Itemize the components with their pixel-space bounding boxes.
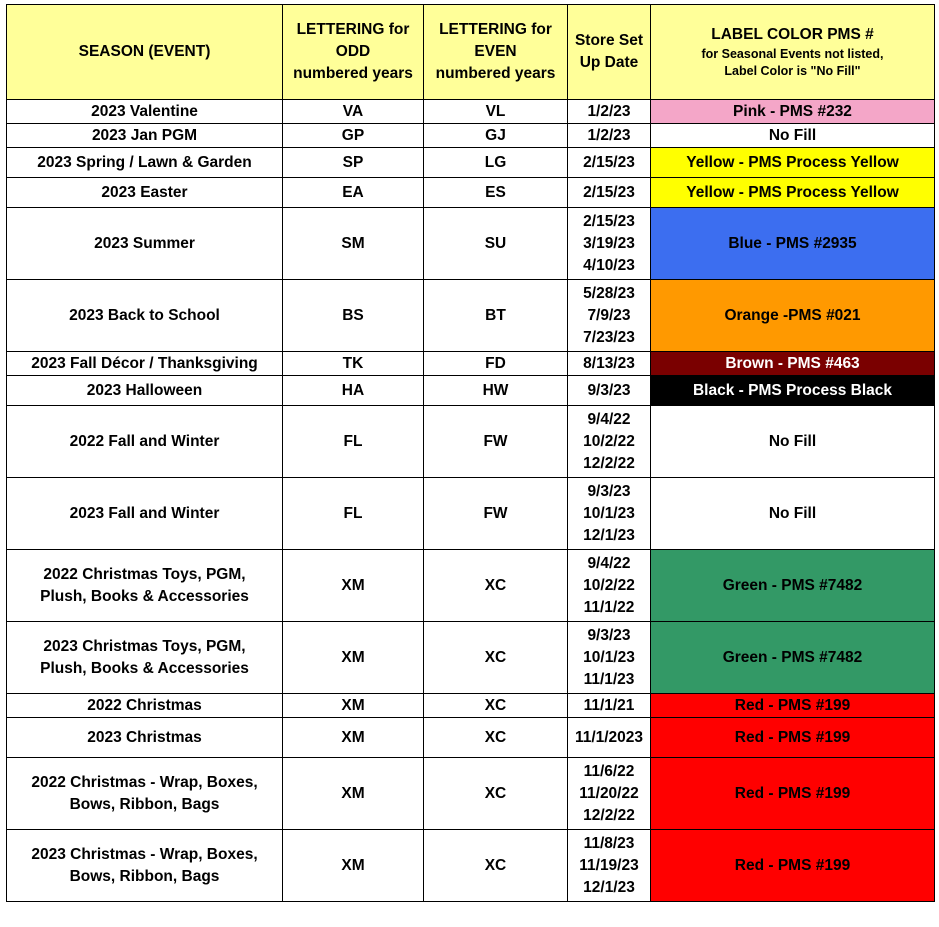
season-cell xyxy=(7,478,283,550)
label-color-cell: Brown - PMS #463 xyxy=(651,352,935,376)
season-cell xyxy=(7,758,283,830)
even-lettering-cell: XC xyxy=(424,718,568,758)
odd-lettering-cell: TK xyxy=(283,352,424,376)
season-cell xyxy=(7,124,283,148)
even-lettering-cell: BT xyxy=(424,280,568,352)
table-row xyxy=(7,478,935,550)
header-odd-line3: numbered years xyxy=(293,65,413,82)
setup-date: 10/1/23 xyxy=(583,648,635,666)
season-text: 2023 Summer xyxy=(94,234,195,252)
even-lettering-cell: GJ xyxy=(424,124,568,148)
odd-lettering-cell: XM xyxy=(283,758,424,830)
setup-date-cell xyxy=(568,550,651,622)
table-row xyxy=(7,100,935,124)
setup-date: 7/9/23 xyxy=(587,306,631,324)
season-label-table xyxy=(6,4,935,902)
season-text: 2022 Christmas Toys, PGM, xyxy=(43,565,246,583)
even-lettering-cell: FD xyxy=(424,352,568,376)
setup-date: 12/2/22 xyxy=(583,454,635,472)
even-lettering-cell: XC xyxy=(424,694,568,718)
season-cell xyxy=(7,550,283,622)
setup-date: 10/2/22 xyxy=(583,576,635,594)
even-lettering-cell: ES xyxy=(424,178,568,208)
season-text: 2023 Jan PGM xyxy=(91,126,198,144)
odd-lettering-cell: FL xyxy=(283,406,424,478)
odd-lettering-cell: EA xyxy=(283,178,424,208)
odd-lettering-cell: XM xyxy=(283,830,424,902)
season-text: Plush, Books & Accessories xyxy=(40,587,249,605)
table-body xyxy=(7,100,935,902)
setup-date-cell xyxy=(568,830,651,902)
season-text: Bows, Ribbon, Bags xyxy=(69,795,220,813)
setup-date-cell xyxy=(568,352,651,376)
setup-date: 9/4/22 xyxy=(587,554,631,572)
season-cell xyxy=(7,352,283,376)
season-text: Plush, Books & Accessories xyxy=(40,659,249,677)
season-text: Bows, Ribbon, Bags xyxy=(69,867,220,885)
setup-date: 10/1/23 xyxy=(583,504,635,522)
header-even-line1: LETTERING for xyxy=(439,21,552,38)
setup-date-cell xyxy=(568,124,651,148)
header-odd-line2: ODD xyxy=(335,43,371,60)
season-text: 2023 Fall and Winter xyxy=(69,504,220,522)
even-lettering-cell: FW xyxy=(424,406,568,478)
setup-date-cell xyxy=(568,208,651,280)
even-lettering-cell: XC xyxy=(424,758,568,830)
header-even xyxy=(424,5,568,100)
label-color-cell: Blue - PMS #2935 xyxy=(651,208,935,280)
setup-date-cell xyxy=(568,148,651,178)
table-row xyxy=(7,178,935,208)
setup-date: 3/19/23 xyxy=(583,234,635,252)
setup-date: 11/8/23 xyxy=(583,834,635,852)
label-color-cell: No Fill xyxy=(651,124,935,148)
season-text: 2022 Christmas - Wrap, Boxes, xyxy=(31,773,258,791)
table-row xyxy=(7,376,935,406)
setup-date: 4/10/23 xyxy=(583,256,635,274)
setup-date-cell xyxy=(568,406,651,478)
setup-date: 9/3/23 xyxy=(587,482,631,500)
even-lettering-cell: FW xyxy=(424,478,568,550)
table-row xyxy=(7,124,935,148)
season-cell xyxy=(7,376,283,406)
season-cell xyxy=(7,208,283,280)
header-label-note-line1: for Seasonal Events not listed, xyxy=(701,47,884,61)
season-text: 2022 Christmas xyxy=(87,696,202,714)
label-color-cell: Red - PMS #199 xyxy=(651,718,935,758)
odd-lettering-cell: XM xyxy=(283,718,424,758)
header-odd xyxy=(283,5,424,100)
table-row xyxy=(7,148,935,178)
header-label-title: LABEL COLOR PMS # xyxy=(711,26,874,43)
label-color-cell: Yellow - PMS Process Yellow xyxy=(651,178,935,208)
odd-lettering-cell: HA xyxy=(283,376,424,406)
label-color-cell: Black - PMS Process Black xyxy=(651,376,935,406)
setup-date-cell xyxy=(568,694,651,718)
season-text: 2023 Back to School xyxy=(69,306,220,324)
header-setup-date xyxy=(568,5,651,100)
header-season xyxy=(7,5,283,100)
setup-date: 12/1/23 xyxy=(583,526,635,544)
season-text: 2023 Fall Décor / Thanksgiving xyxy=(31,354,258,372)
setup-date-cell xyxy=(568,478,651,550)
table-row xyxy=(7,694,935,718)
season-cell xyxy=(7,694,283,718)
setup-date-cell xyxy=(568,758,651,830)
label-color-cell: Red - PMS #199 xyxy=(651,758,935,830)
setup-date: 11/1/21 xyxy=(583,696,635,714)
header-setup-line2: Up Date xyxy=(579,54,639,71)
label-color-cell: Yellow - PMS Process Yellow xyxy=(651,148,935,178)
season-cell xyxy=(7,280,283,352)
season-cell xyxy=(7,622,283,694)
odd-lettering-cell: GP xyxy=(283,124,424,148)
setup-date: 11/1/23 xyxy=(583,670,635,688)
table-row xyxy=(7,550,935,622)
setup-date: 10/2/22 xyxy=(583,432,635,450)
setup-date: 2/15/23 xyxy=(583,212,635,230)
setup-date: 12/1/23 xyxy=(583,878,635,896)
odd-lettering-cell: SP xyxy=(283,148,424,178)
header-label-color xyxy=(651,5,935,100)
setup-date: 9/3/23 xyxy=(587,626,631,644)
header-setup-line1: Store Set xyxy=(574,32,644,49)
even-lettering-cell: XC xyxy=(424,622,568,694)
setup-date: 9/3/23 xyxy=(587,381,631,399)
setup-date-cell xyxy=(568,178,651,208)
setup-date: 11/1/22 xyxy=(583,598,635,616)
setup-date: 9/4/22 xyxy=(587,410,631,428)
odd-lettering-cell: XM xyxy=(283,694,424,718)
table-row xyxy=(7,830,935,902)
season-text: 2023 Christmas xyxy=(87,728,202,746)
setup-date: 11/1/2023 xyxy=(574,728,644,746)
header-odd-line1: LETTERING for xyxy=(296,21,410,38)
setup-date: 12/2/22 xyxy=(583,806,635,824)
setup-date: 5/28/23 xyxy=(583,284,635,302)
season-text: 2023 Easter xyxy=(101,183,188,201)
odd-lettering-cell: BS xyxy=(283,280,424,352)
season-text: 2023 Spring / Lawn & Garden xyxy=(37,153,252,171)
odd-lettering-cell: SM xyxy=(283,208,424,280)
label-color-cell: Red - PMS #199 xyxy=(651,694,935,718)
odd-lettering-cell: XM xyxy=(283,622,424,694)
season-cell xyxy=(7,406,283,478)
header-season-text: SEASON (EVENT) xyxy=(78,43,211,60)
season-cell xyxy=(7,100,283,124)
even-lettering-cell: SU xyxy=(424,208,568,280)
season-text: 2022 Fall and Winter xyxy=(69,432,220,450)
table-row xyxy=(7,758,935,830)
setup-date: 11/6/22 xyxy=(583,762,635,780)
header-even-line2: EVEN xyxy=(474,43,517,60)
table-row xyxy=(7,406,935,478)
label-color-cell: Orange -PMS #021 xyxy=(651,280,935,352)
label-color-cell: No Fill xyxy=(651,406,935,478)
header-row xyxy=(7,5,935,100)
setup-date: 8/13/23 xyxy=(583,354,635,372)
even-lettering-cell: XC xyxy=(424,550,568,622)
season-cell xyxy=(7,148,283,178)
label-color-cell: Pink - PMS #232 xyxy=(651,100,935,124)
table-row xyxy=(7,352,935,376)
label-color-cell: Green - PMS #7482 xyxy=(651,550,935,622)
setup-date: 2/15/23 xyxy=(583,183,635,201)
setup-date: 11/20/22 xyxy=(579,784,639,802)
setup-date-cell xyxy=(568,280,651,352)
season-text: 2023 Christmas - Wrap, Boxes, xyxy=(31,845,258,863)
label-color-cell: No Fill xyxy=(651,478,935,550)
setup-date: 7/23/23 xyxy=(583,328,635,346)
even-lettering-cell: LG xyxy=(424,148,568,178)
setup-date-cell xyxy=(568,622,651,694)
table-row xyxy=(7,208,935,280)
label-color-cell: Green - PMS #7482 xyxy=(651,622,935,694)
odd-lettering-cell: FL xyxy=(283,478,424,550)
season-cell xyxy=(7,830,283,902)
even-lettering-cell: XC xyxy=(424,830,568,902)
table-row xyxy=(7,718,935,758)
table-row xyxy=(7,622,935,694)
label-color-cell: Red - PMS #199 xyxy=(651,830,935,902)
setup-date: 11/19/23 xyxy=(579,856,639,874)
season-text: 2023 Halloween xyxy=(86,381,203,399)
setup-date: 1/2/23 xyxy=(587,102,631,120)
even-lettering-cell: HW xyxy=(424,376,568,406)
even-lettering-cell: VL xyxy=(424,100,568,124)
season-cell xyxy=(7,178,283,208)
header-label-note-line2: Label Color is "No Fill" xyxy=(724,64,861,78)
season-cell xyxy=(7,718,283,758)
setup-date-cell xyxy=(568,718,651,758)
table-row xyxy=(7,280,935,352)
setup-date: 1/2/23 xyxy=(587,126,631,144)
odd-lettering-cell: XM xyxy=(283,550,424,622)
header-even-line3: numbered years xyxy=(435,65,556,82)
season-text: 2023 Christmas Toys, PGM, xyxy=(43,637,246,655)
season-text: 2023 Valentine xyxy=(91,102,198,120)
setup-date: 2/15/23 xyxy=(583,153,635,171)
setup-date-cell xyxy=(568,100,651,124)
setup-date-cell xyxy=(568,376,651,406)
odd-lettering-cell: VA xyxy=(283,100,424,124)
